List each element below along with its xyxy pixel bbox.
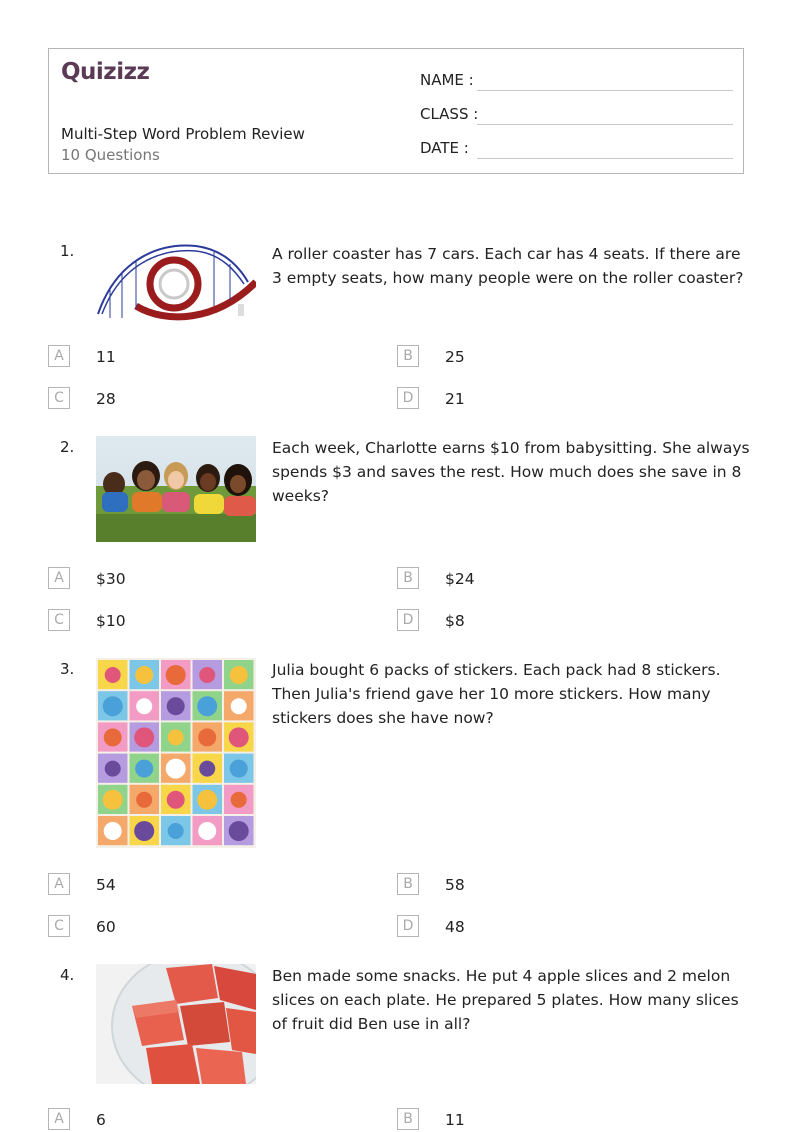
option-letter: A	[48, 1108, 70, 1130]
option-value: 11	[445, 1111, 465, 1129]
date-field[interactable]	[420, 135, 733, 159]
option-letter: C	[48, 609, 70, 631]
option-value: 6	[96, 1111, 106, 1129]
watermelon-bowl-image	[96, 964, 256, 1084]
option-letter: B	[397, 345, 419, 367]
quizizz-logo: Quizizz	[61, 59, 150, 85]
option-d[interactable]	[397, 609, 697, 633]
option-letter: B	[397, 567, 419, 589]
option-c[interactable]	[48, 387, 348, 411]
question-text: Each week, Charlotte earns $10 from babysitting. She always spends $3 and saves the rest. How much does she save in 8 weeks?	[272, 439, 750, 505]
class-label: CLASS :	[420, 105, 479, 123]
option-c[interactable]	[48, 609, 348, 633]
children-on-grass-image	[96, 436, 256, 542]
name-label: NAME :	[420, 71, 474, 89]
option-b[interactable]	[397, 345, 697, 369]
name-line[interactable]	[477, 90, 733, 91]
class-line[interactable]	[477, 124, 733, 125]
option-letter: A	[48, 873, 70, 895]
option-value: 48	[445, 918, 465, 936]
option-value: 25	[445, 348, 465, 366]
option-letter: C	[48, 915, 70, 937]
option-letter: B	[397, 1108, 419, 1130]
option-a[interactable]	[48, 873, 348, 897]
question-count: 10 Questions	[61, 146, 160, 164]
question-text: Ben made some snacks. He put 4 apple slices and 2 melon slices on each plate. He prepared 5 plates. How many slices of fruit did Ben use in all?	[272, 967, 739, 1033]
date-label: DATE :	[420, 139, 469, 157]
option-value: 21	[445, 390, 465, 408]
option-value: $10	[96, 612, 126, 630]
worksheet-title: Multi-Step Word Problem Review	[61, 125, 305, 143]
option-d[interactable]	[397, 387, 697, 411]
option-value: 60	[96, 918, 116, 936]
option-b[interactable]	[397, 567, 697, 591]
option-c[interactable]	[48, 915, 348, 939]
option-letter: C	[48, 387, 70, 409]
option-letter: D	[397, 915, 419, 937]
worksheet-header	[48, 48, 744, 174]
option-d[interactable]	[397, 915, 697, 939]
date-line[interactable]	[477, 158, 733, 159]
option-value: 11	[96, 348, 116, 366]
name-field[interactable]	[420, 67, 733, 91]
option-a[interactable]	[48, 1108, 348, 1132]
option-a[interactable]	[48, 345, 348, 369]
question-text: A roller coaster has 7 cars. Each car has 4 seats. If there are 3 empty seats, how many people were on the roller coaster?	[272, 245, 744, 287]
question-number: 1.	[60, 242, 75, 260]
option-b[interactable]	[397, 1108, 697, 1132]
option-a[interactable]	[48, 567, 348, 591]
question-number: 3.	[60, 660, 75, 678]
option-letter: D	[397, 387, 419, 409]
class-field[interactable]	[420, 101, 733, 125]
option-value: 54	[96, 876, 116, 894]
option-value: 28	[96, 390, 116, 408]
option-value: $24	[445, 570, 475, 588]
option-value: $8	[445, 612, 465, 630]
option-letter: A	[48, 345, 70, 367]
question-text: Julia bought 6 packs of stickers. Each pack had 8 stickers. Then Julia's friend gave her 10 more stickers. How many stickers does she have now?	[272, 661, 721, 727]
option-value: $30	[96, 570, 126, 588]
roller-coaster-image	[96, 242, 256, 322]
option-letter: A	[48, 567, 70, 589]
question-number: 2.	[60, 438, 75, 456]
option-letter: D	[397, 609, 419, 631]
option-letter: B	[397, 873, 419, 895]
option-value: 58	[445, 876, 465, 894]
question-number: 4.	[60, 966, 75, 984]
sticker-sheet-image	[96, 658, 256, 848]
option-b[interactable]	[397, 873, 697, 897]
